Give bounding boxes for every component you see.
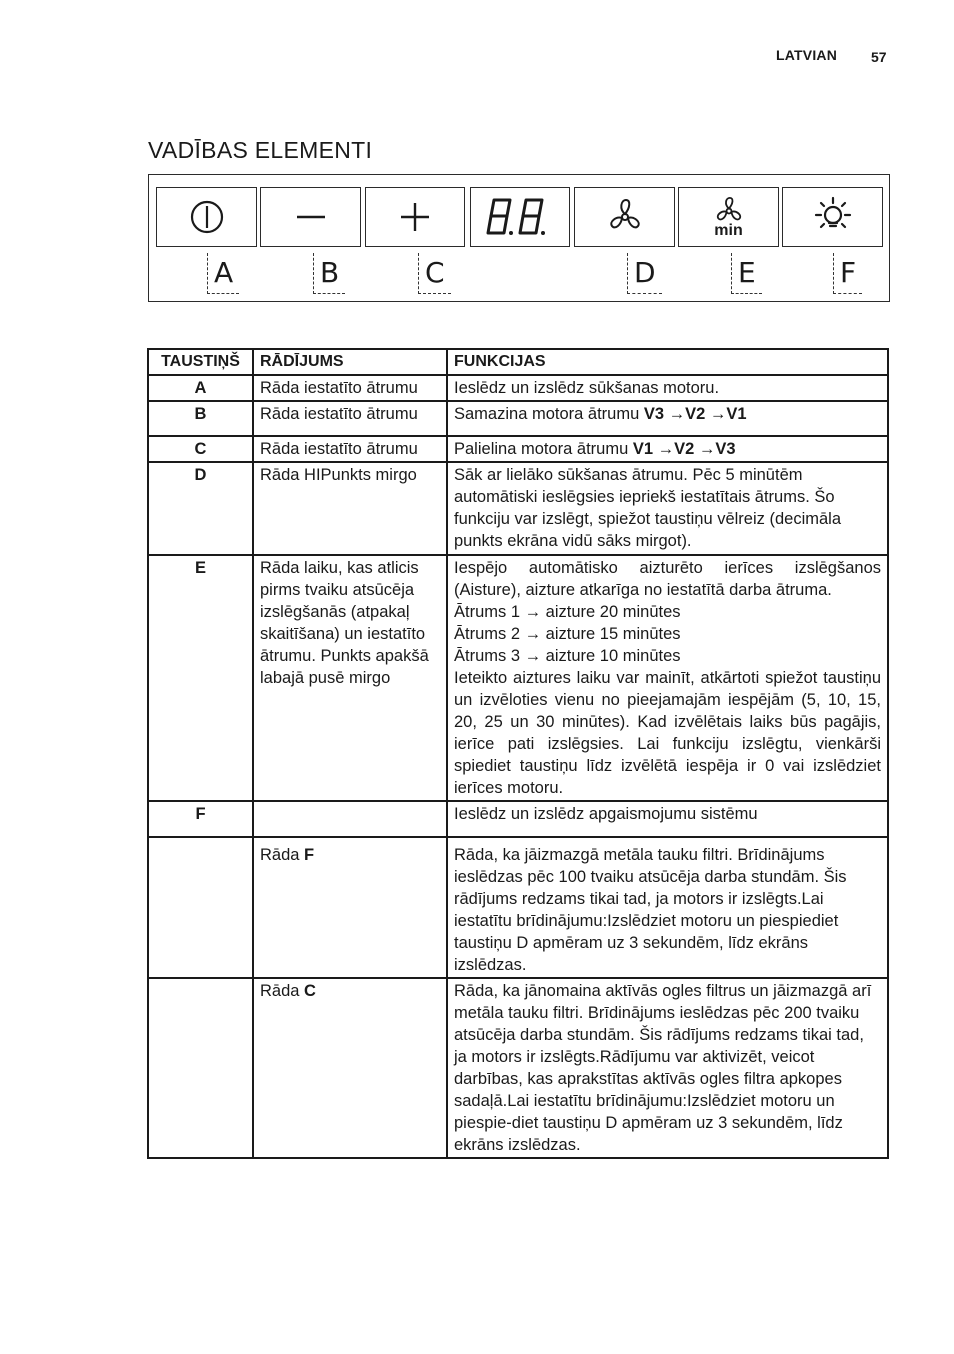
table-row (148, 837, 888, 978)
plus-icon (393, 195, 437, 239)
row-display: Rāda iestatīto ātrumu (253, 436, 447, 462)
row-key: B (148, 401, 253, 436)
label-c: C (418, 253, 451, 294)
key-fan-min (678, 187, 779, 247)
function-line: Ātrums 1 → aizture 20 minūtes (454, 603, 681, 621)
key-fan-boost (574, 187, 675, 247)
light-icon (811, 195, 855, 239)
row-display (253, 837, 447, 978)
page-number: 57 (871, 49, 887, 65)
row-display: Rāda iestatīto ātrumu (253, 401, 447, 436)
header-display: RĀDĪJUMS (253, 349, 447, 375)
key-minus (260, 187, 361, 247)
row-key: D (148, 462, 253, 555)
function-bold: V3 →V2 →V1 (643, 405, 747, 423)
display-text: Rāda (260, 982, 305, 1000)
row-key: C (148, 436, 253, 462)
display-bold: F (304, 846, 315, 864)
display-text: Rāda (260, 846, 305, 864)
row-key (148, 837, 253, 978)
row-function (447, 401, 888, 436)
row-display: Rāda laiku, kas atlicis pirms tvaiku atsūcēja izslēgšanās (atpakaļ skaitīšana) un iestatīto ātrumu. Punkts apakšā labajā pusē mirgo (253, 555, 447, 801)
table-row (148, 462, 888, 555)
function-text: Samazina motora ātrumu (454, 405, 644, 423)
seven-segment-display (470, 187, 570, 247)
label-a: A (207, 253, 239, 294)
row-display (253, 801, 447, 837)
table-row (148, 401, 888, 436)
fan-min-label: min (714, 222, 743, 239)
row-function: Sāk ar lielāko sūkšanas ātrumu. Pēc 5 minūtēm automātiski ieslēgsies iepriekš iestatītais ātrums. Šo funkciju var izslēgt, spiežot taustiņu vēlreiz (decimāla punkts ekrāna vidū sāks mirgot). (447, 462, 888, 555)
function-line: Ieteikto aiztures laiku var mainīt, atkārtoti spiežot taustiņu un izvēloties vienu no pieejamajām iespējām (5, 10, 15, 20, 25 un 30 minūtes). Kad izvēlētais laiks būs pagājis, ierīce pati izslēgsies. Lai funkciju izslēgtu, vienkārši spiediet taustiņu līdz izvēlētā iespēja ir 0 vai izslēdziet ierīces motoru. (454, 669, 881, 797)
row-function: Rāda, ka jānomaina aktīvās ogles filtrus un jāizmazgā arī metāla tauku filtri. Brīdinājums ieslēdzas pēc 200 tvaiku atsūcēja darba stundām. Šis rādījums redzams tikai tad, ja motors ir izslēgts.Rādījumu var aktivizēt, veicot darbības, kas aprakstītas aktīvās ogles filtra apkopes sadaļā.Lai iestatītu brīdinājumu:Izslēdziet motoru un piespie-diet taustiņu D apmēram uz 3 sekundēm, līdz ekrāns izslēdzas. (447, 978, 888, 1158)
function-line: Iespējo automātisko aizturēto ierīces izslēgšanos (Aisture), aizture atkarīga no iestatītā darba ātruma. (454, 559, 881, 599)
label-f: F (833, 253, 862, 294)
key-power (156, 187, 257, 247)
section-title: VADĪBAS ELEMENTI (148, 137, 373, 163)
minus-icon (289, 195, 333, 239)
header-key: TAUSTIŅŠ (148, 349, 253, 375)
key-plus (365, 187, 465, 247)
row-key: E (148, 555, 253, 801)
row-display: Rāda HIPunkts mirgo (253, 462, 447, 555)
controls-table (147, 348, 889, 1159)
label-d: D (627, 253, 662, 294)
function-text: Palielina motora ātrumu (454, 440, 633, 458)
function-bold: V1 →V2 →V3 (632, 440, 736, 458)
row-display: Rāda iestatīto ātrumu (253, 375, 447, 401)
table-row (148, 436, 888, 462)
row-key (148, 978, 253, 1158)
row-key: F (148, 801, 253, 837)
table-row (148, 978, 888, 1158)
row-function: Ieslēdz un izslēdz apgaismojumu sistēmu (447, 801, 888, 837)
function-line: Ātrums 2 → aizture 15 minūtes (454, 625, 681, 643)
fan-min-group (711, 196, 747, 238)
table-header-row (148, 349, 888, 375)
label-e: E (731, 253, 762, 294)
row-key: A (148, 375, 253, 401)
table-row (148, 801, 888, 837)
row-function: Ieslēdz un izslēdz sūkšanas motoru. (447, 375, 888, 401)
header-function: FUNKCIJAS (447, 349, 888, 375)
row-function: Rāda, ka jāizmazgā metāla tauku filtri. Brīdinājums ieslēdzas pēc 100 tvaiku atsūcēja darba stundām. Šis rādījums redzams tikai tad, ja motors ir izslēgts.Lai iestatītu brīdinājumu:Izslēdziet motoru un piespiediet taustiņu D apmēram uz 3 sekundēm, līdz ekrāns izslēdzas. (447, 837, 888, 978)
key-light (782, 187, 883, 247)
table-row (148, 375, 888, 401)
function-line: Ātrums 3 → aizture 10 minūtes (454, 647, 681, 665)
row-display (253, 978, 447, 1158)
label-b: B (313, 253, 345, 294)
table-row (148, 555, 888, 801)
page-header-language: LATVIAN (776, 47, 838, 63)
control-panel-diagram (148, 174, 890, 302)
row-function (447, 436, 888, 462)
display-bold: C (304, 982, 316, 1000)
display-digits-icon (484, 195, 556, 239)
power-icon (185, 195, 229, 239)
fan-icon (603, 195, 647, 239)
row-function (447, 555, 888, 801)
